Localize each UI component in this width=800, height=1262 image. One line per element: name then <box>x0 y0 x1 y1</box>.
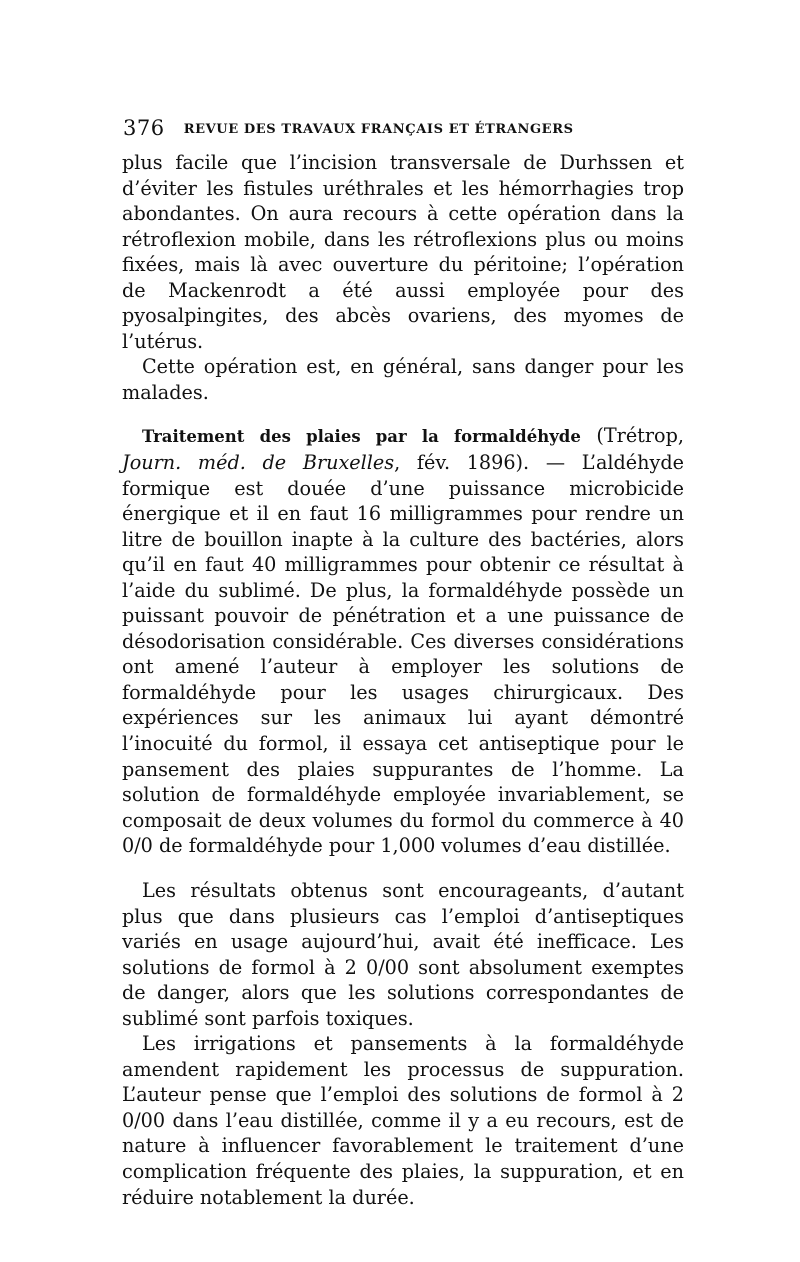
page-header <box>123 116 683 144</box>
page-number: 376 <box>123 116 165 140</box>
paragraph-irrigations: Les irrigations et pansements à la formaldéhyde amendent rapidement les processus de suppuration. L’auteur pense que l’emploi des solutions de formol à 2 0/00 dans l’eau distillée, comme il y a eu recours, est de nature à influencer favorablement le traitement d’une complication fréquente des plaies, la suppuration, et en réduire notablement la durée. <box>122 1032 684 1209</box>
section-formaldehyde <box>122 423 684 858</box>
section-text: L’aldéhyde formique est douée d’une puissance microbicide énergique et il en faut 16 milligrammes pour rendre un litre de bouillon inapte à la culture des bactéries, alors qu’il en faut 40 milligrammes pour obtenir ce résultat à l’aide du sublimé. De plus, la formaldéhyde possède un puissant pouvoir de pénétration et a une puissance de désodorisation considérable. Ces diverses considérations ont amené l’auteur à employer les solutions de formaldéhyde pour les usages chirurgicaux. Des expériences sur les animaux lui ayant démontré l’inocuité du formol, il essaya cet antiseptique pour le pansement des plaies suppurantes de l’homme. La solution de formaldéhyde employée invariablement, se composait de deux volumes du formol du commerce à 40 0/0 de formaldéhyde pour 1,000 volumes d’eau distillée. <box>122 451 684 858</box>
section-title: Traitement des plaies par la formaldéhyde <box>142 427 581 447</box>
citation-open: (Trétrop, <box>580 424 684 448</box>
article-body <box>122 150 684 1210</box>
paragraph-conclusion: Cette opération est, en général, sans danger pour les malades. <box>122 355 684 404</box>
citation-journal: Journ. méd. de Bruxelles <box>122 451 395 475</box>
paragraph-results: Les résultats obtenus sont encourageants, d’autant plus que dans plusieurs cas l’emploi d’antiseptiques variés en usage aujourd’hui, avait été inefficace. Les solutions de formol à 2 0/00 sont absolument exemptes de danger, alors que les solutions correspondantes de sublimé sont parfois toxiques. <box>122 878 684 1030</box>
running-title: REVUE DES TRAVAUX FRANÇAIS ET ÉTRANGERS <box>183 122 574 137</box>
paragraph-continuation: plus facile que l’incision transversale de Durhssen et d’éviter les fistules uréthrales et les hémorrhagies trop abondantes. On aura recours à cette opération dans la rétroflexion mobile, dans les rétroflexions plus ou moins fixées, mais là avec ouverture du péritoine; l’opération de Mackenrodt a été aussi employée pour des pyosalpingites, des abcès ovariens, des myomes de l’utérus. <box>122 151 684 353</box>
citation-close: , fév. 1896). — <box>394 451 582 475</box>
